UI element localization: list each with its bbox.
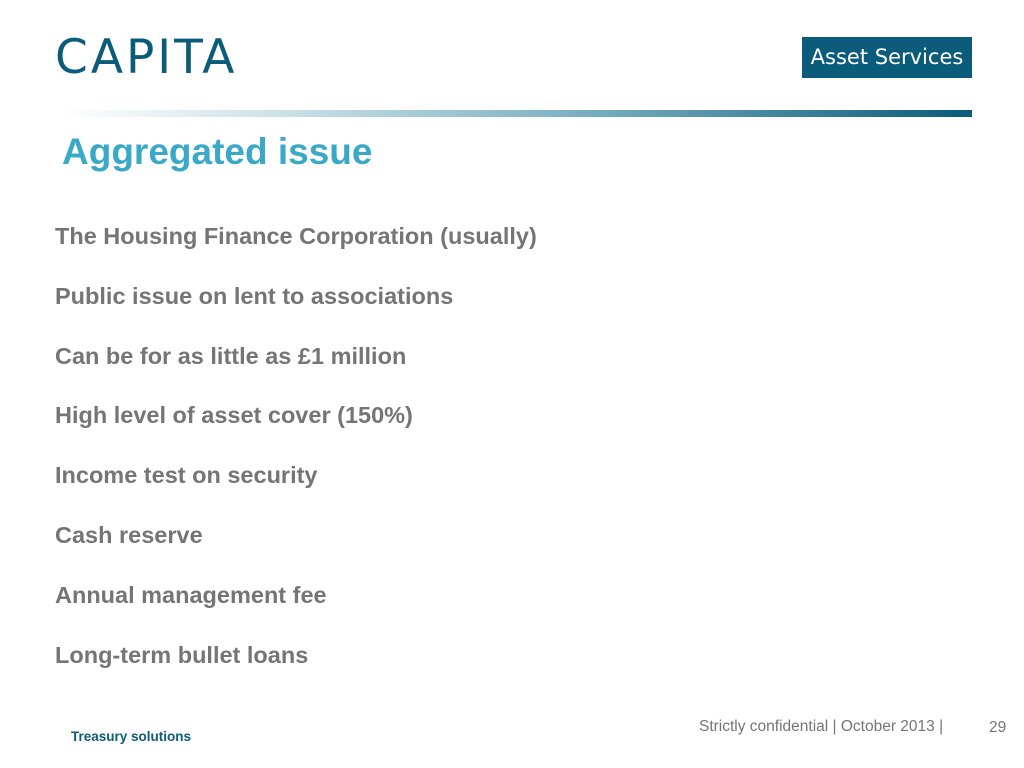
bullet-item: High level of asset cover (150%): [55, 402, 413, 429]
bullet-item: Annual management fee: [55, 581, 327, 608]
bullet-list: [55, 220, 537, 698]
bullet-item: Cash reserve: [55, 521, 203, 548]
footer-treasury-label: Treasury solutions: [71, 729, 192, 744]
bullet-item: The Housing Finance Corporation (usually): [55, 223, 537, 249]
bullet-item: Income test on security: [55, 462, 318, 489]
asset-services-badge: Asset Services: [802, 37, 972, 78]
bullet-item: Public issue on lent to associations: [55, 282, 454, 309]
slide-title: Aggregated issue: [62, 131, 373, 172]
bullet-item: Can be for as little as £1 million: [55, 342, 407, 369]
capita-logo: CAPITA: [55, 30, 238, 85]
header-divider: [60, 110, 972, 117]
page-number: 29: [989, 719, 1007, 736]
bullet-item: Long-term bullet loans: [55, 641, 309, 668]
footer-confidential: Strictly confidential | October 2013 |: [699, 718, 944, 735]
